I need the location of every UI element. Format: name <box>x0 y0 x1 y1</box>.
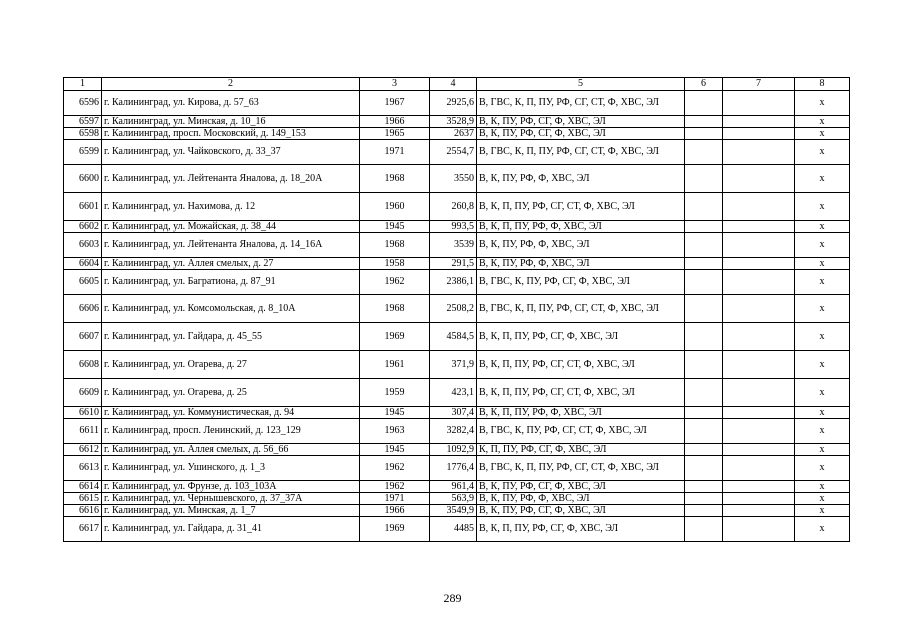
col7-cell <box>723 419 795 444</box>
col7-cell <box>723 505 795 517</box>
table-header-row <box>64 78 850 91</box>
col6-cell <box>685 517 723 542</box>
table-row <box>64 505 850 517</box>
area-cell: 2554,7 <box>430 140 477 165</box>
col7-cell <box>723 481 795 493</box>
row-number-cell: 6612 <box>64 444 102 456</box>
col6-cell <box>685 379 723 407</box>
header-cell-8: 8 <box>795 78 850 91</box>
row-number-cell: 6616 <box>64 505 102 517</box>
col8-cell: x <box>795 481 850 493</box>
register-table <box>63 77 850 542</box>
table-row <box>64 295 850 323</box>
row-number-cell: 6617 <box>64 517 102 542</box>
col8-cell: x <box>795 165 850 193</box>
header-cell-3: 3 <box>360 78 430 91</box>
row-number-cell: 6614 <box>64 481 102 493</box>
systems-cell: В, ГВС, К, П, ПУ, РФ, СГ, СТ, Ф, ХВС, ЭЛ <box>477 295 685 323</box>
col6-cell <box>685 165 723 193</box>
table-row <box>64 193 850 221</box>
area-cell: 291,5 <box>430 258 477 270</box>
area-cell: 993,5 <box>430 221 477 233</box>
systems-cell: В, ГВС, К, П, ПУ, РФ, СГ, СТ, Ф, ХВС, ЭЛ <box>477 456 685 481</box>
area-cell: 2508,2 <box>430 295 477 323</box>
year-cell: 1966 <box>360 116 430 128</box>
row-number-cell: 6596 <box>64 91 102 116</box>
address-cell: г. Калининград, ул. Огарева, д. 27 <box>102 351 360 379</box>
col6-cell <box>685 270 723 295</box>
col8-cell: x <box>795 193 850 221</box>
year-cell: 1945 <box>360 407 430 419</box>
systems-cell: В, ГВС, К, ПУ, РФ, СГ, Ф, ХВС, ЭЛ <box>477 270 685 295</box>
area-cell: 2637 <box>430 128 477 140</box>
year-cell: 1968 <box>360 165 430 193</box>
area-cell: 307,4 <box>430 407 477 419</box>
row-number-cell: 6606 <box>64 295 102 323</box>
address-cell: г. Калининград, ул. Ушинского, д. 1_3 <box>102 456 360 481</box>
address-cell: г. Калининград, ул. Гайдара, д. 31_41 <box>102 517 360 542</box>
year-cell: 1967 <box>360 91 430 116</box>
systems-cell: К, П, ПУ, РФ, СГ, Ф, ХВС, ЭЛ <box>477 444 685 456</box>
systems-cell: В, К, ПУ, РФ, СГ, Ф, ХВС, ЭЛ <box>477 505 685 517</box>
col7-cell <box>723 493 795 505</box>
address-cell: г. Калининград, ул. Гайдара, д. 45_55 <box>102 323 360 351</box>
page-number: 289 <box>443 591 462 605</box>
col7-cell <box>723 379 795 407</box>
col6-cell <box>685 193 723 221</box>
year-cell: 1961 <box>360 351 430 379</box>
area-cell: 1092,9 <box>430 444 477 456</box>
area-cell: 961,4 <box>430 481 477 493</box>
col7-cell <box>723 233 795 258</box>
address-cell: г. Калининград, ул. Лейтенанта Яналова, д. 18_20А <box>102 165 360 193</box>
year-cell: 1945 <box>360 221 430 233</box>
col7-cell <box>723 116 795 128</box>
systems-cell: В, К, П, ПУ, РФ, СГ, СТ, Ф, ХВС, ЭЛ <box>477 193 685 221</box>
area-cell: 423,1 <box>430 379 477 407</box>
year-cell: 1966 <box>360 505 430 517</box>
table-row <box>64 456 850 481</box>
table-row <box>64 221 850 233</box>
year-cell: 1962 <box>360 481 430 493</box>
header-cell-6: 6 <box>685 78 723 91</box>
col6-cell <box>685 505 723 517</box>
systems-cell: В, ГВС, К, П, ПУ, РФ, СГ, СТ, Ф, ХВС, ЭЛ <box>477 140 685 165</box>
col7-cell <box>723 91 795 116</box>
systems-cell: В, К, П, ПУ, РФ, СГ, Ф, ХВС, ЭЛ <box>477 323 685 351</box>
year-cell: 1968 <box>360 295 430 323</box>
systems-cell: В, К, ПУ, РФ, Ф, ХВС, ЭЛ <box>477 233 685 258</box>
col7-cell <box>723 270 795 295</box>
row-number-cell: 6609 <box>64 379 102 407</box>
header-cell-1: 1 <box>64 78 102 91</box>
col8-cell: x <box>795 379 850 407</box>
col8-cell: x <box>795 91 850 116</box>
table-row <box>64 233 850 258</box>
col8-cell: x <box>795 116 850 128</box>
year-cell: 1968 <box>360 233 430 258</box>
address-cell: г. Калининград, ул. Коммунистическая, д. 94 <box>102 407 360 419</box>
col7-cell <box>723 517 795 542</box>
table-row <box>64 481 850 493</box>
year-cell: 1963 <box>360 419 430 444</box>
area-cell: 3528,9 <box>430 116 477 128</box>
row-number-cell: 6600 <box>64 165 102 193</box>
col6-cell <box>685 221 723 233</box>
systems-cell: В, К, П, ПУ, РФ, Ф, ХВС, ЭЛ <box>477 407 685 419</box>
area-cell: 371,9 <box>430 351 477 379</box>
col8-cell: x <box>795 233 850 258</box>
table-row <box>64 419 850 444</box>
col7-cell <box>723 351 795 379</box>
col7-cell <box>723 323 795 351</box>
address-cell: г. Калининград, ул. Аллея смелых, д. 27 <box>102 258 360 270</box>
col8-cell: x <box>795 140 850 165</box>
col6-cell <box>685 351 723 379</box>
col8-cell: x <box>795 419 850 444</box>
row-number-cell: 6605 <box>64 270 102 295</box>
address-cell: г. Калининград, ул. Минская, д. 10_16 <box>102 116 360 128</box>
year-cell: 1962 <box>360 270 430 295</box>
year-cell: 1960 <box>360 193 430 221</box>
year-cell: 1969 <box>360 517 430 542</box>
row-number-cell: 6602 <box>64 221 102 233</box>
row-number-cell: 6597 <box>64 116 102 128</box>
col7-cell <box>723 258 795 270</box>
systems-cell: В, К, П, ПУ, РФ, СГ, СТ, Ф, ХВС, ЭЛ <box>477 379 685 407</box>
header-cell-4: 4 <box>430 78 477 91</box>
address-cell: г. Калининград, ул. Нахимова, д. 12 <box>102 193 360 221</box>
area-cell: 3549,9 <box>430 505 477 517</box>
table-row <box>64 493 850 505</box>
address-cell: г. Калининград, ул. Фрунзе, д. 103_103А <box>102 481 360 493</box>
row-number-cell: 6607 <box>64 323 102 351</box>
systems-cell: В, К, П, ПУ, РФ, Ф, ХВС, ЭЛ <box>477 221 685 233</box>
col8-cell: x <box>795 505 850 517</box>
col8-cell: x <box>795 407 850 419</box>
row-number-cell: 6603 <box>64 233 102 258</box>
col8-cell: x <box>795 493 850 505</box>
systems-cell: В, ГВС, К, П, ПУ, РФ, СГ, СТ, Ф, ХВС, ЭЛ <box>477 91 685 116</box>
address-cell: г. Калининград, ул. Лейтенанта Яналова, д. 14_16А <box>102 233 360 258</box>
address-cell: г. Калининград, ул. Комсомольская, д. 8_10А <box>102 295 360 323</box>
row-number-cell: 6611 <box>64 419 102 444</box>
row-number-cell: 6608 <box>64 351 102 379</box>
table-row <box>64 407 850 419</box>
col7-cell <box>723 456 795 481</box>
address-cell: г. Калининград, ул. Багратиона, д. 87_91 <box>102 270 360 295</box>
col8-cell: x <box>795 128 850 140</box>
col7-cell <box>723 295 795 323</box>
table-row <box>64 379 850 407</box>
systems-cell: В, К, ПУ, РФ, СГ, Ф, ХВС, ЭЛ <box>477 481 685 493</box>
year-cell: 1965 <box>360 128 430 140</box>
table-row <box>64 323 850 351</box>
address-cell: г. Калининград, ул. Минская, д. 1_7 <box>102 505 360 517</box>
col7-cell <box>723 407 795 419</box>
header-cell-5: 5 <box>477 78 685 91</box>
systems-cell: В, К, ПУ, РФ, Ф, ХВС, ЭЛ <box>477 165 685 193</box>
area-cell: 2925,6 <box>430 91 477 116</box>
col7-cell <box>723 193 795 221</box>
systems-cell: В, К, П, ПУ, РФ, СГ, СТ, Ф, ХВС, ЭЛ <box>477 351 685 379</box>
row-number-cell: 6615 <box>64 493 102 505</box>
col6-cell <box>685 233 723 258</box>
row-number-cell: 6601 <box>64 193 102 221</box>
table-row <box>64 444 850 456</box>
area-cell: 4584,5 <box>430 323 477 351</box>
systems-cell: В, ГВС, К, ПУ, РФ, СГ, СТ, Ф, ХВС, ЭЛ <box>477 419 685 444</box>
address-cell: г. Калининград, просп. Ленинский, д. 123_129 <box>102 419 360 444</box>
col8-cell: x <box>795 351 850 379</box>
row-number-cell: 6610 <box>64 407 102 419</box>
row-number-cell: 6613 <box>64 456 102 481</box>
year-cell: 1959 <box>360 379 430 407</box>
systems-cell: В, К, ПУ, РФ, СГ, Ф, ХВС, ЭЛ <box>477 116 685 128</box>
address-cell: г. Калининград, ул. Кирова, д. 57_63 <box>102 91 360 116</box>
table-row <box>64 270 850 295</box>
col6-cell <box>685 295 723 323</box>
table-row <box>64 128 850 140</box>
col6-cell <box>685 444 723 456</box>
area-cell: 3550 <box>430 165 477 193</box>
address-cell: г. Калининград, ул. Чернышевского, д. 37_37А <box>102 493 360 505</box>
col6-cell <box>685 323 723 351</box>
col6-cell <box>685 456 723 481</box>
col7-cell <box>723 140 795 165</box>
header-cell-2: 2 <box>102 78 360 91</box>
header-cell-7: 7 <box>723 78 795 91</box>
row-number-cell: 6604 <box>64 258 102 270</box>
col8-cell: x <box>795 270 850 295</box>
table-row <box>64 351 850 379</box>
col7-cell <box>723 165 795 193</box>
table-row <box>64 140 850 165</box>
table-row <box>64 116 850 128</box>
col8-cell: x <box>795 295 850 323</box>
address-cell: г. Калининград, ул. Аллея смелых, д. 56_66 <box>102 444 360 456</box>
col8-cell: x <box>795 517 850 542</box>
row-number-cell: 6598 <box>64 128 102 140</box>
col6-cell <box>685 258 723 270</box>
table-row <box>64 91 850 116</box>
col8-cell: x <box>795 258 850 270</box>
address-cell: г. Калининград, ул. Чайковского, д. 33_37 <box>102 140 360 165</box>
address-cell: г. Калининград, просп. Московский, д. 149_153 <box>102 128 360 140</box>
table-row <box>64 258 850 270</box>
systems-cell: В, К, ПУ, РФ, Ф, ХВС, ЭЛ <box>477 258 685 270</box>
col8-cell: x <box>795 444 850 456</box>
col6-cell <box>685 128 723 140</box>
systems-cell: В, К, П, ПУ, РФ, СГ, Ф, ХВС, ЭЛ <box>477 517 685 542</box>
col7-cell <box>723 128 795 140</box>
table-row <box>64 517 850 542</box>
col6-cell <box>685 481 723 493</box>
year-cell: 1958 <box>360 258 430 270</box>
address-cell: г. Калининград, ул. Можайская, д. 38_44 <box>102 221 360 233</box>
area-cell: 4485 <box>430 517 477 542</box>
table-row <box>64 165 850 193</box>
area-cell: 2386,1 <box>430 270 477 295</box>
col6-cell <box>685 140 723 165</box>
col8-cell: x <box>795 456 850 481</box>
year-cell: 1945 <box>360 444 430 456</box>
area-cell: 1776,4 <box>430 456 477 481</box>
col6-cell <box>685 116 723 128</box>
col8-cell: x <box>795 221 850 233</box>
col6-cell <box>685 407 723 419</box>
col6-cell <box>685 493 723 505</box>
year-cell: 1971 <box>360 493 430 505</box>
col6-cell <box>685 91 723 116</box>
systems-cell: В, К, ПУ, РФ, Ф, ХВС, ЭЛ <box>477 493 685 505</box>
area-cell: 3539 <box>430 233 477 258</box>
col8-cell: x <box>795 323 850 351</box>
year-cell: 1962 <box>360 456 430 481</box>
area-cell: 260,8 <box>430 193 477 221</box>
row-number-cell: 6599 <box>64 140 102 165</box>
area-cell: 563,9 <box>430 493 477 505</box>
year-cell: 1969 <box>360 323 430 351</box>
col7-cell <box>723 444 795 456</box>
year-cell: 1971 <box>360 140 430 165</box>
area-cell: 3282,4 <box>430 419 477 444</box>
col6-cell <box>685 419 723 444</box>
systems-cell: В, К, ПУ, РФ, СГ, Ф, ХВС, ЭЛ <box>477 128 685 140</box>
address-cell: г. Калининград, ул. Огарева, д. 25 <box>102 379 360 407</box>
col7-cell <box>723 221 795 233</box>
